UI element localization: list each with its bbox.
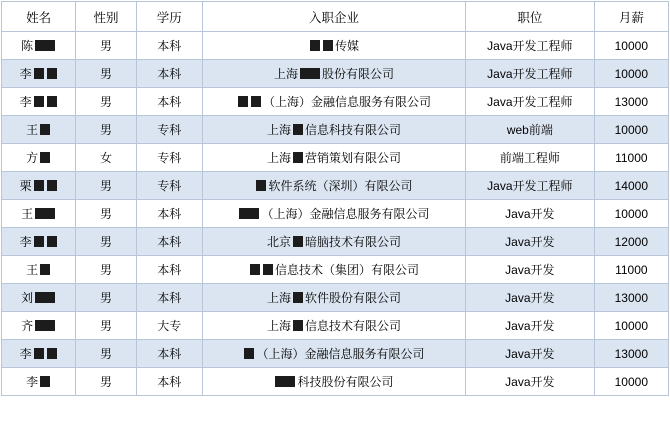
cell-salary[interactable]: 10000 [594,200,668,228]
company-prefix: 上海 [266,290,291,305]
redacted-text [256,180,266,191]
spreadsheet-sheet [0,1,670,434]
cell-salary[interactable]: 10000 [594,368,668,396]
cell-salary[interactable]: 13000 [594,340,668,368]
cell-name[interactable] [2,60,76,88]
company-value [205,375,463,389]
cell-salary[interactable]: 11000 [594,256,668,284]
redacted-text [34,96,44,107]
company-text: 信息技术有限公司 [304,318,401,333]
name-value [4,151,73,165]
cell-gender[interactable]: 男 [76,256,136,284]
cell-gender[interactable]: 男 [76,172,136,200]
name-text: 陈 [21,38,34,53]
column-header-company[interactable]: 入职企业 [202,2,465,32]
company-value [205,39,463,53]
company-value [205,95,463,109]
cell-name[interactable] [2,172,76,200]
company-value [205,179,463,193]
redacted-text [47,96,57,107]
redacted-text [323,40,333,51]
name-text: 李 [19,234,32,249]
name-text: 齐 [21,318,34,333]
cell-company[interactable] [202,312,465,340]
column-header-name[interactable]: 姓名 [2,2,76,32]
column-header-gender[interactable]: 性别 [76,2,136,32]
redacted-text [300,68,320,79]
redacted-text [239,208,259,219]
name-value [4,291,73,305]
cell-education[interactable]: 大专 [136,312,202,340]
company-value [205,151,463,165]
cell-salary[interactable]: 11000 [594,144,668,172]
cell-company[interactable] [202,200,465,228]
cell-education[interactable]: 本科 [136,60,202,88]
cell-name[interactable] [2,340,76,368]
cell-gender[interactable]: 男 [76,200,136,228]
cell-position[interactable]: Java开发工程师 [466,172,595,200]
redacted-text [40,376,50,387]
cell-gender[interactable]: 男 [76,116,136,144]
company-text: （上海）金融信息服务有限公司 [262,94,431,109]
name-text: 王 [26,122,39,137]
cell-name[interactable] [2,368,76,396]
redacted-text [263,264,273,275]
name-text: 方 [26,150,39,165]
redacted-text [35,40,55,51]
name-text: 栗 [19,178,32,193]
company-text: （上海）金融信息服务有限公司 [256,346,425,361]
table-row[interactable] [2,340,669,368]
cell-gender[interactable]: 女 [76,144,136,172]
company-value [205,235,463,249]
cell-education[interactable]: 本科 [136,228,202,256]
cell-name[interactable] [2,228,76,256]
redacted-text [293,124,303,135]
cell-gender[interactable]: 男 [76,340,136,368]
table-row[interactable] [2,60,669,88]
name-text: 李 [26,374,39,389]
redacted-text [275,376,295,387]
table-body [2,32,669,396]
company-value [205,291,463,305]
cell-name[interactable] [2,116,76,144]
company-value [205,263,463,277]
cell-position[interactable]: Java开发 [466,368,595,396]
redacted-text [40,264,50,275]
redacted-text [35,320,55,331]
redacted-text [35,292,55,303]
cell-salary[interactable]: 10000 [594,116,668,144]
cell-salary[interactable]: 12000 [594,228,668,256]
company-text: 信息技术（集团）有限公司 [274,262,419,277]
cell-position[interactable]: Java开发 [466,340,595,368]
table-row[interactable] [2,256,669,284]
cell-name[interactable] [2,32,76,60]
redacted-text [47,180,57,191]
cell-company[interactable] [202,368,465,396]
cell-education[interactable]: 专科 [136,172,202,200]
cell-salary[interactable]: 13000 [594,88,668,116]
cell-name[interactable] [2,88,76,116]
cell-gender[interactable]: 男 [76,368,136,396]
company-text: 营销策划有限公司 [304,150,401,165]
cell-position[interactable]: Java开发工程师 [466,32,595,60]
table-row[interactable] [2,228,669,256]
company-text: 股份有限公司 [321,66,394,81]
cell-company[interactable] [202,228,465,256]
table-row[interactable] [2,312,669,340]
cell-name[interactable] [2,256,76,284]
cell-company[interactable] [202,144,465,172]
redacted-text [34,180,44,191]
cell-salary[interactable]: 10000 [594,312,668,340]
table-row[interactable] [2,32,669,60]
table-header-row [2,2,669,32]
redacted-text [47,348,57,359]
company-value [205,347,463,361]
name-value [4,95,73,109]
company-prefix: 上海 [266,122,291,137]
cell-position[interactable]: Java开发 [466,200,595,228]
cell-company[interactable] [202,172,465,200]
cell-name[interactable] [2,144,76,172]
cell-education[interactable]: 本科 [136,88,202,116]
cell-company[interactable] [202,256,465,284]
cell-gender[interactable]: 男 [76,228,136,256]
table-row[interactable] [2,200,669,228]
cell-gender[interactable]: 男 [76,88,136,116]
company-text: 信息科技有限公司 [304,122,401,137]
cell-name[interactable] [2,284,76,312]
cell-salary[interactable]: 10000 [594,60,668,88]
name-value [4,263,73,277]
name-value [4,39,73,53]
employment-table [1,1,669,396]
company-prefix: 北京 [266,234,291,249]
cell-gender[interactable]: 男 [76,32,136,60]
cell-gender[interactable]: 男 [76,60,136,88]
table-row[interactable] [2,172,669,200]
cell-company[interactable] [202,32,465,60]
company-prefix: 上海 [273,66,298,81]
table-row[interactable] [2,368,669,396]
name-value [4,319,73,333]
cell-salary[interactable]: 10000 [594,32,668,60]
company-text: （上海）金融信息服务有限公司 [261,206,430,221]
name-value [4,179,73,193]
redacted-text [310,40,320,51]
name-value [4,123,73,137]
cell-position[interactable]: Java开发 [466,284,595,312]
cell-position[interactable]: Java开发工程师 [466,60,595,88]
cell-position[interactable]: Java开发 [466,256,595,284]
company-prefix: 上海 [266,318,291,333]
name-value [4,235,73,249]
company-text: 软件系统（深圳）有限公司 [268,178,413,193]
cell-education[interactable]: 本科 [136,340,202,368]
cell-gender[interactable]: 男 [76,312,136,340]
name-text: 李 [19,346,32,361]
redacted-text [293,236,303,247]
cell-name[interactable] [2,200,76,228]
redacted-text [34,348,44,359]
cell-education[interactable]: 本科 [136,32,202,60]
company-value [205,123,463,137]
column-header-position[interactable]: 职位 [466,2,595,32]
company-prefix: 上海 [266,150,291,165]
cell-company[interactable] [202,60,465,88]
redacted-text [238,96,248,107]
name-text: 李 [19,66,32,81]
cell-position[interactable]: web前端 [466,116,595,144]
column-header-education[interactable]: 学历 [136,2,202,32]
cell-education[interactable]: 本科 [136,284,202,312]
name-text: 李 [19,94,32,109]
cell-company[interactable] [202,116,465,144]
name-value [4,347,73,361]
redacted-text [34,68,44,79]
company-value [205,319,463,333]
company-value [205,207,463,221]
cell-education[interactable]: 专科 [136,116,202,144]
cell-education[interactable]: 本科 [136,256,202,284]
company-text: 暗脑技术有限公司 [304,234,401,249]
column-header-salary[interactable]: 月薪 [594,2,668,32]
company-text: 传媒 [334,38,359,53]
cell-position[interactable]: Java开发工程师 [466,88,595,116]
cell-company[interactable] [202,284,465,312]
name-value [4,207,73,221]
cell-position[interactable]: Java开发 [466,312,595,340]
redacted-text [250,264,260,275]
cell-salary[interactable]: 13000 [594,284,668,312]
redacted-text [40,152,50,163]
cell-salary[interactable]: 14000 [594,172,668,200]
cell-gender[interactable]: 男 [76,284,136,312]
cell-position[interactable]: Java开发 [466,228,595,256]
cell-education[interactable]: 专科 [136,144,202,172]
redacted-text [35,208,55,219]
redacted-text [251,96,261,107]
redacted-text [47,236,57,247]
redacted-text [293,152,303,163]
redacted-text [34,236,44,247]
name-value [4,67,73,81]
cell-education[interactable]: 本科 [136,200,202,228]
cell-company[interactable] [202,88,465,116]
table-row[interactable] [2,88,669,116]
name-text: 王 [21,206,34,221]
company-value [205,67,463,81]
redacted-text [244,348,254,359]
cell-position[interactable]: 前端工程师 [466,144,595,172]
table-row[interactable] [2,144,669,172]
cell-education[interactable]: 本科 [136,368,202,396]
company-text: 科技股份有限公司 [297,374,394,389]
redacted-text [293,320,303,331]
name-text: 王 [26,262,39,277]
cell-name[interactable] [2,312,76,340]
table-row[interactable] [2,116,669,144]
table-row[interactable] [2,284,669,312]
redacted-text [40,124,50,135]
name-value [4,375,73,389]
company-text: 软件股份有限公司 [304,290,401,305]
redacted-text [293,292,303,303]
redacted-text [47,68,57,79]
cell-company[interactable] [202,340,465,368]
name-text: 刘 [21,290,34,305]
